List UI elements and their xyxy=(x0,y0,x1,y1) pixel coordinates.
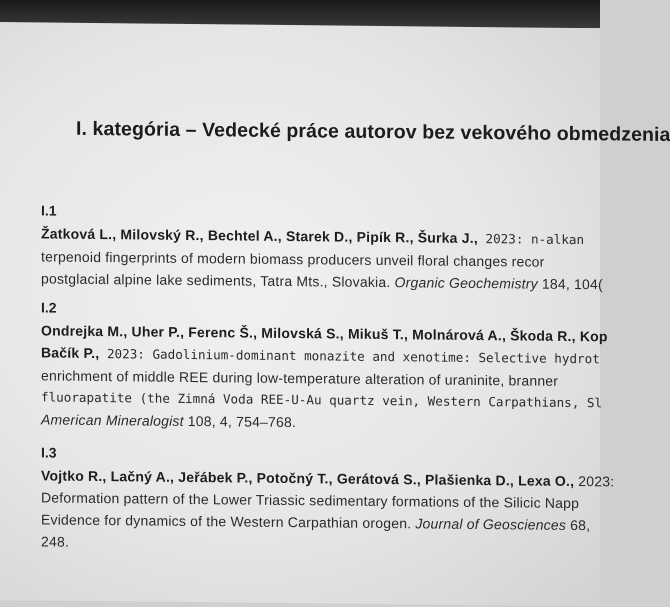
entry-authors: Ondrejka M., Uher P., Ferenc Š., Milovská S., Mikuš T., Molnárová A., Škoda R., Kop xyxy=(41,322,608,345)
entry-number: I.2 xyxy=(41,299,57,316)
entry-text: Evidence for dynamics of the Western Carpathian orogen. xyxy=(41,511,416,532)
entry-line: terpenoid fingerprints of modern biomass producers unveil floral changes recor xyxy=(41,248,545,270)
entry-journal: Organic Geochemistry xyxy=(394,274,538,292)
entry-journal: American Mineralogist xyxy=(41,411,184,429)
entry-text: 108, 4, 754–768. xyxy=(183,412,297,431)
entry-authors: Žatková L., Milovský R., Bechtel A., Starek D., Pipík R., Šurka J., xyxy=(41,225,478,247)
entry-authors: Vojtko R., Lačný A., Jeřábek P., Potočný T., Gerátová S., Plašienka D., Lexa O., xyxy=(41,467,575,490)
entry-year-text: 2023: Gadolinium-dominant monazite and xenotime: Selective hydrot xyxy=(99,346,600,367)
entry-line: fluorapatite (the Zimná Voda REE-U-Au quartz vein, Western Carpathians, Sl xyxy=(41,389,603,411)
publication-entry-3 xyxy=(41,444,661,558)
publication-entry-1 xyxy=(41,202,661,295)
publication-entry-2 xyxy=(41,299,661,436)
slide-title: I. kategória – Vedecké práce autorov bez vekového obmedzenia xyxy=(76,117,670,147)
entry-number: I.1 xyxy=(41,202,57,219)
entry-line: enrichment of middle REE during low-temperature alteration of uraninite, branner xyxy=(41,367,559,389)
projected-slide xyxy=(0,22,670,606)
entry-year-text: 2023: n-alkan xyxy=(477,231,585,248)
entry-number: I.3 xyxy=(41,444,57,461)
entry-text: 68, xyxy=(566,516,591,534)
entry-year-text: 2023: xyxy=(574,473,615,490)
entry-authors-continued: Bačík P., xyxy=(41,344,100,362)
entry-line: Deformation pattern of the Lower Triassic sedimentary formations of the Silicic Napp xyxy=(41,489,580,512)
entry-text: 184, 104( xyxy=(537,275,603,293)
entry-line: 248. xyxy=(41,533,70,550)
entry-journal: Journal of Geosciences xyxy=(415,515,567,533)
entry-text: postglacial alpine lake sediments, Tatra Mts., Slovakia. xyxy=(41,270,395,291)
